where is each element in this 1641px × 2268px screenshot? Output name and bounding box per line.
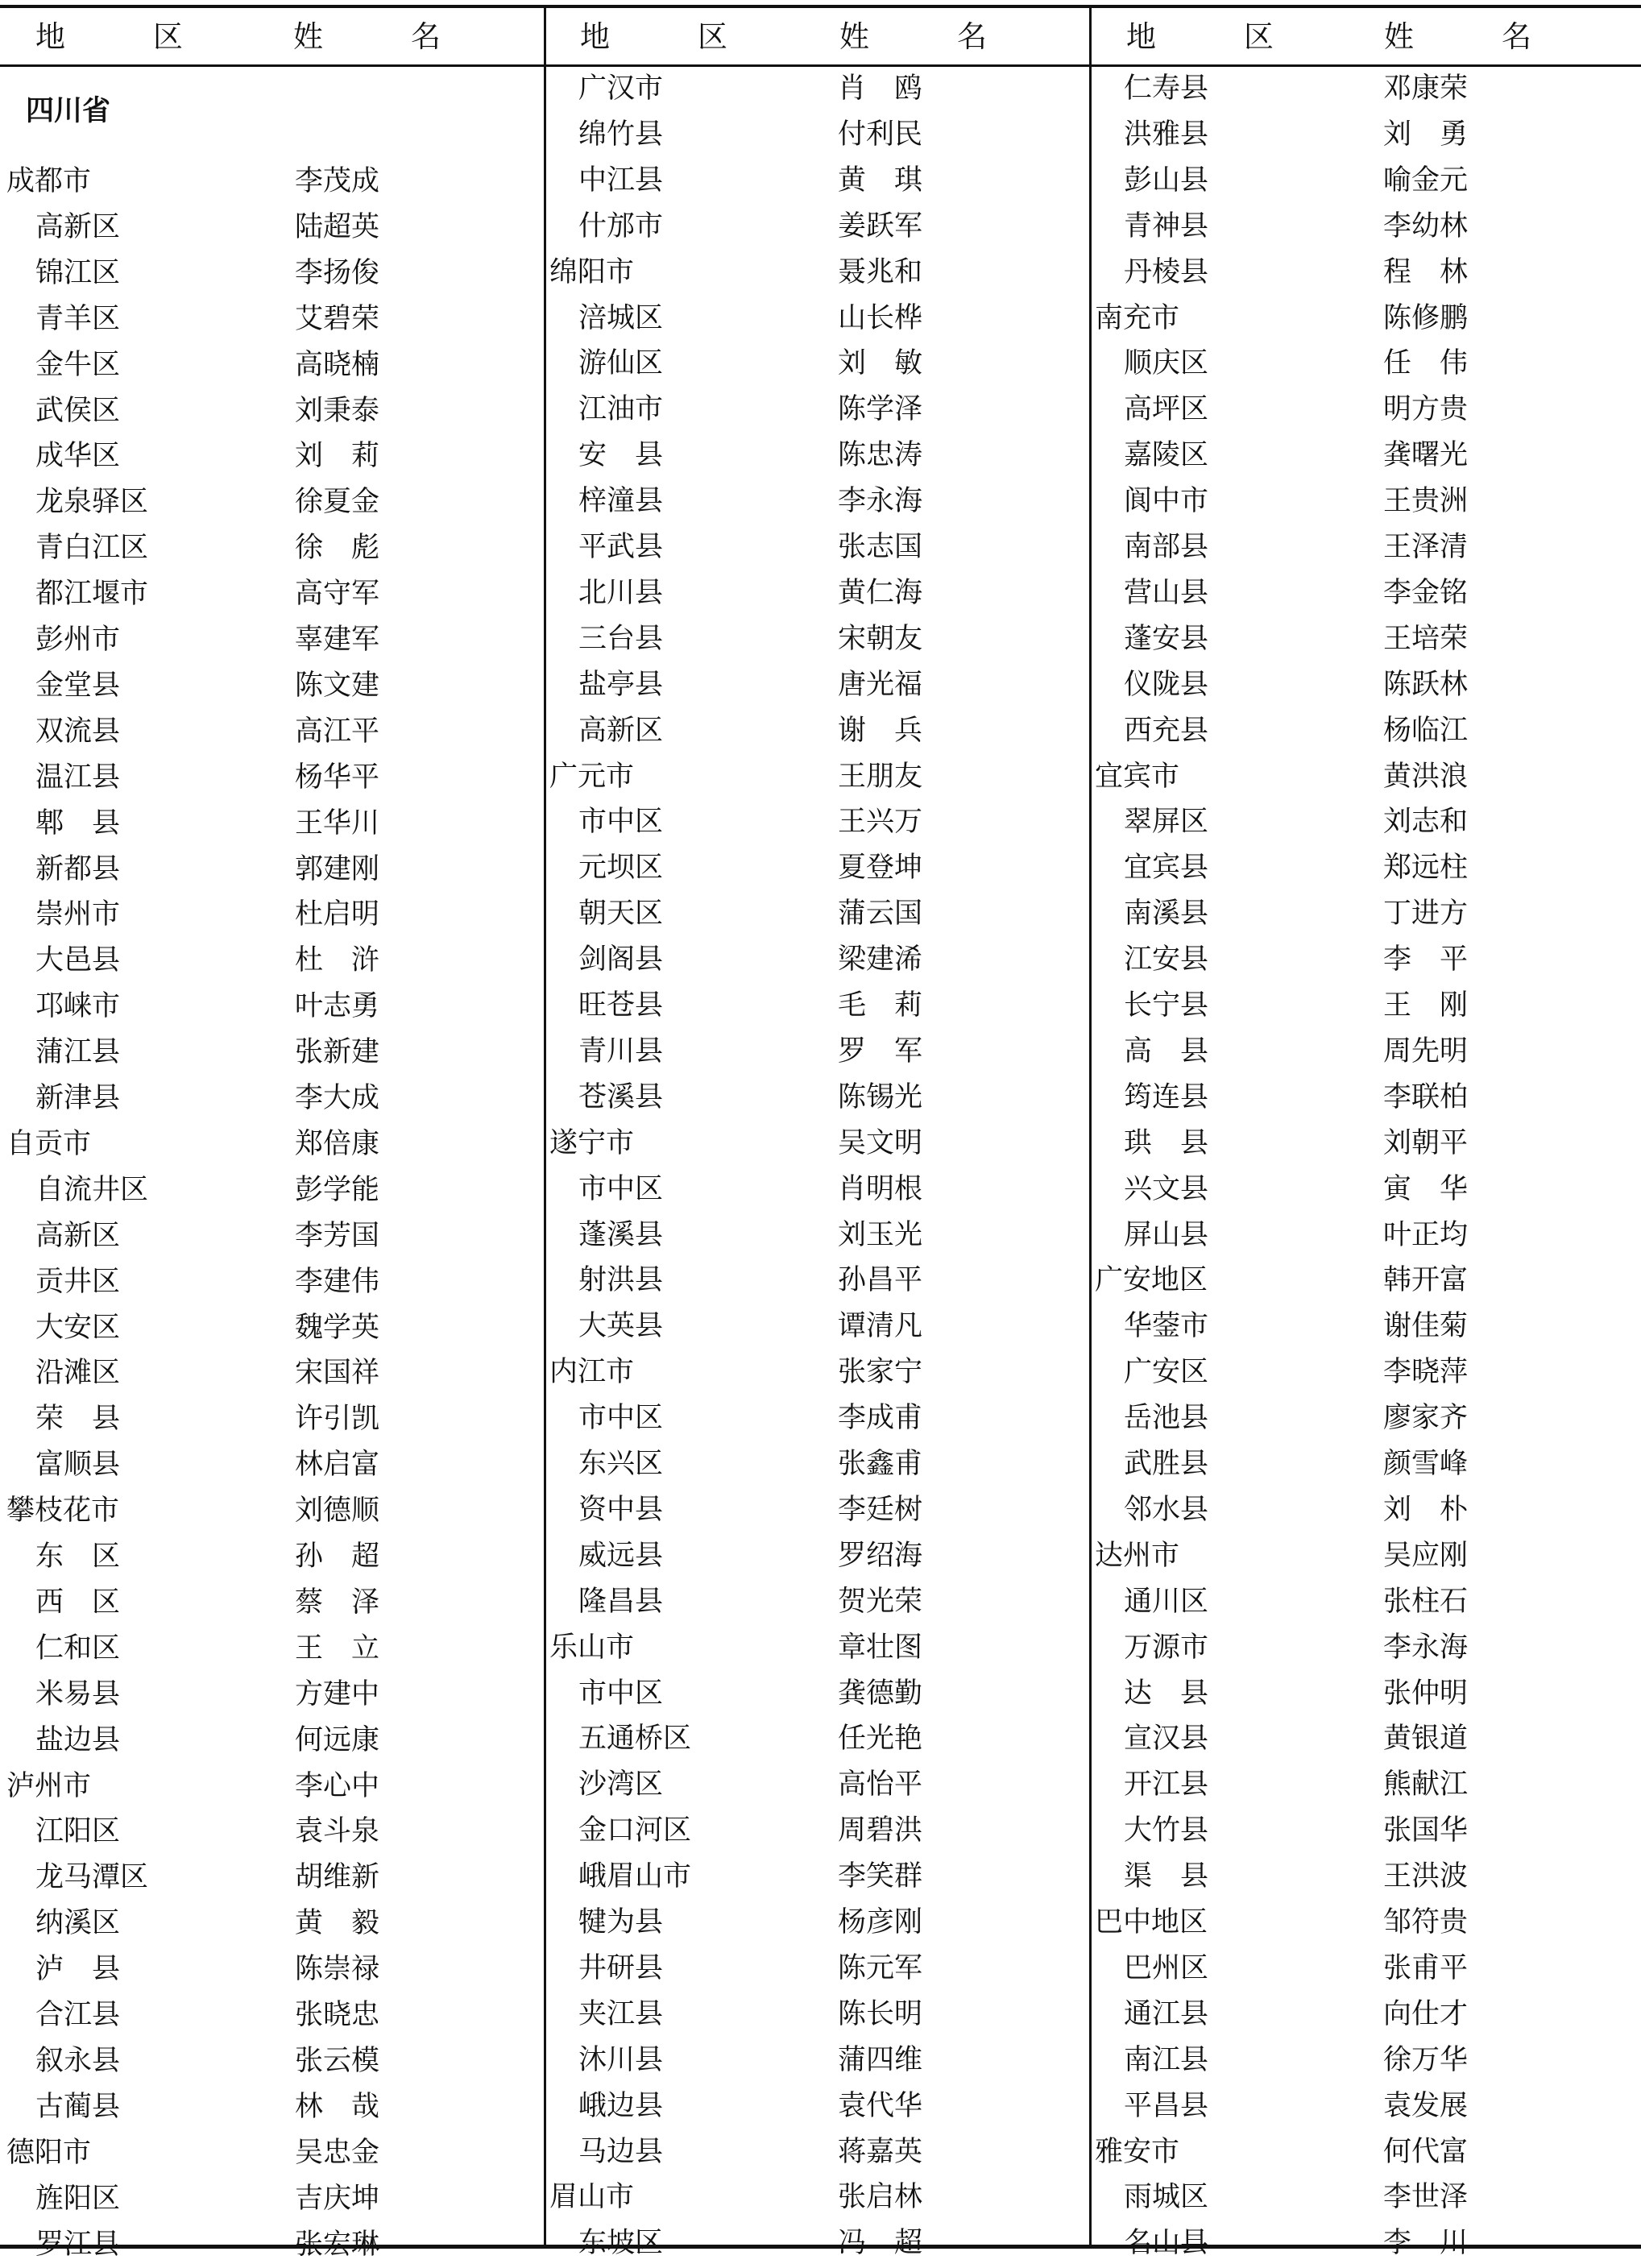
region-cell: 营山县	[1124, 576, 1209, 609]
name-cell: 程 林	[1383, 255, 1469, 288]
region-cell: 开江县	[1124, 1768, 1209, 1802]
name-cell: 方建中	[295, 1677, 380, 1710]
region-cell: 达 县	[1124, 1677, 1209, 1710]
region-cell: 叙永县	[35, 2044, 121, 2077]
name-cell: 明方贵	[1383, 393, 1469, 426]
name-cell: 李芳国	[295, 1219, 380, 1252]
region-cell: 兴文县	[1124, 1172, 1209, 1205]
region-cell: 龙马潭区	[35, 1861, 149, 1894]
name-cell: 杜 浒	[295, 944, 380, 977]
name-cell: 林 哉	[295, 2090, 380, 2123]
name-cell: 蒲四维	[838, 2043, 923, 2076]
name-cell: 张甫平	[1383, 1951, 1469, 1984]
region-cell: 苍溪县	[578, 1080, 664, 1113]
name-cell: 张新建	[295, 1036, 380, 1069]
name-cell: 王泽清	[1383, 531, 1469, 563]
region-cell: 高 县	[1124, 1034, 1209, 1068]
region-cell: 广汉市	[578, 73, 664, 105]
region-cell: 中江县	[578, 164, 664, 197]
name-cell: 艾碧荣	[295, 302, 380, 335]
region-cell: 绵竹县	[578, 118, 664, 151]
name-cell: 蔡 泽	[295, 1586, 380, 1619]
region-cell: 马边县	[578, 2135, 664, 2168]
name-cell: 周碧洪	[838, 1814, 923, 1847]
region-cell: 彭山县	[1124, 164, 1209, 197]
name-cell: 刘德顺	[295, 1495, 380, 1528]
name-cell: 辜建军	[295, 624, 380, 656]
region-cell: 眉山市	[549, 2181, 635, 2214]
name-cell: 郑倍康	[295, 1127, 380, 1160]
name-cell: 高怡平	[838, 1768, 923, 1802]
name-cell: 周先明	[1383, 1034, 1469, 1068]
region-cell: 万源市	[1124, 1631, 1209, 1664]
region-cell: 巴州区	[1124, 1951, 1209, 1984]
name-cell: 唐光福	[838, 668, 923, 701]
region-cell: 攀枝花市	[6, 1495, 120, 1528]
name-cell: 谢 兵	[838, 714, 923, 747]
name-cell: 高守军	[295, 578, 380, 611]
region-cell: 内江市	[549, 1356, 635, 1389]
region-cell: 邻水县	[1124, 1493, 1209, 1526]
region-cell: 市中区	[578, 806, 664, 839]
region-cell: 成华区	[35, 440, 121, 473]
name-cell: 杨彦刚	[838, 1906, 923, 1938]
region-cell: 绵阳市	[549, 255, 635, 288]
name-cell: 黄 琪	[838, 164, 923, 197]
region-cell: 梓潼县	[578, 485, 664, 518]
name-cell: 杨临江	[1383, 714, 1469, 747]
name-cell: 张志国	[838, 531, 923, 563]
region-cell: 广安区	[1124, 1356, 1209, 1389]
region-cell: 邛崃市	[35, 990, 121, 1023]
name-cell: 刘朝平	[1383, 1126, 1469, 1159]
name-cell: 刘玉光	[838, 1218, 923, 1251]
region-cell: 大竹县	[1124, 1814, 1209, 1847]
name-cell: 袁斗泉	[295, 1815, 380, 1848]
region-cell: 东坡区	[578, 2227, 664, 2260]
region-cell: 涪城区	[578, 301, 664, 334]
name-cell: 毛 莉	[838, 989, 923, 1022]
region-cell: 都江堰市	[35, 578, 149, 611]
region-cell: 米易县	[35, 1677, 121, 1710]
region-cell: 东兴区	[578, 1448, 664, 1480]
name-cell: 郭建刚	[295, 852, 380, 885]
region-cell: 江油市	[578, 393, 664, 426]
region-cell: 高新区	[35, 210, 121, 243]
region-cell: 罗江县	[35, 2228, 121, 2261]
name-cell: 张仲明	[1383, 1677, 1469, 1710]
name-cell: 李世泽	[1383, 2181, 1469, 2214]
region-cell: 市中区	[578, 1677, 664, 1710]
name-cell: 张柱石	[1383, 1585, 1469, 1618]
region-cell: 元坝区	[578, 852, 664, 885]
name-cell: 李联柏	[1383, 1080, 1469, 1113]
name-cell: 任光艳	[838, 1723, 923, 1756]
region-cell: 西 区	[35, 1586, 121, 1619]
name-cell: 章壮图	[838, 1631, 923, 1664]
name-cell: 邹符贵	[1383, 1906, 1469, 1938]
region-cell: 德阳市	[6, 2136, 92, 2169]
name-cell: 谢佳菊	[1383, 1310, 1469, 1343]
region-cell: 珙 县	[1124, 1126, 1209, 1159]
region-cell: 金口河区	[578, 1814, 692, 1847]
region-cell: 宜宾县	[1124, 852, 1209, 885]
region-cell: 青神县	[1124, 209, 1209, 243]
column-divider	[544, 8, 546, 2245]
name-cell: 韩开富	[1383, 1264, 1469, 1297]
region-cell: 武侯区	[35, 394, 121, 427]
region-cell: 名山县	[1124, 2227, 1209, 2260]
region-cell: 纳溪区	[35, 1907, 121, 1940]
name-cell: 李建伟	[295, 1265, 380, 1298]
name-cell: 向仕才	[1383, 1997, 1469, 2030]
region-cell: 高新区	[35, 1219, 121, 1252]
name-cell: 陈文建	[295, 669, 380, 702]
region-cell: 沙湾区	[578, 1768, 664, 1802]
region-cell: 富顺县	[35, 1449, 121, 1482]
region-cell: 泸 县	[35, 1953, 121, 1986]
region-cell: 盐边县	[35, 1723, 121, 1756]
header-name: 姓 名	[1384, 19, 1560, 54]
region-cell: 蓬溪县	[578, 1218, 664, 1251]
region-cell: 三台县	[578, 622, 664, 655]
region-cell: 南江县	[1124, 2043, 1209, 2076]
region-cell: 自贡市	[6, 1127, 92, 1160]
region-cell: 北川县	[578, 576, 664, 609]
region-cell: 顺庆区	[1124, 347, 1209, 380]
name-cell: 宋国祥	[295, 1357, 380, 1390]
name-cell: 陈跃林	[1383, 668, 1469, 701]
name-cell: 王洪波	[1383, 1860, 1469, 1893]
region-cell: 蒲江县	[35, 1036, 121, 1069]
region-cell: 古蔺县	[35, 2090, 121, 2123]
region-cell: 市中区	[578, 1172, 664, 1205]
name-cell: 陆超英	[295, 210, 380, 243]
name-cell: 吴忠金	[295, 2136, 380, 2169]
name-cell: 吉庆坤	[295, 2182, 380, 2215]
name-cell: 刘 莉	[295, 440, 380, 473]
name-cell: 何代富	[1383, 2135, 1469, 2168]
name-cell: 李廷树	[838, 1493, 923, 1526]
name-cell: 夏登坤	[838, 852, 923, 885]
name-cell: 李成甫	[838, 1402, 923, 1435]
region-cell: 通江县	[1124, 1997, 1209, 2030]
region-cell: 威远县	[578, 1539, 664, 1572]
region-cell: 通川区	[1124, 1585, 1209, 1618]
name-cell: 山长桦	[838, 301, 923, 334]
region-cell: 仁寿县	[1124, 73, 1209, 105]
region-cell: 青川县	[578, 1034, 664, 1068]
name-cell: 郑远柱	[1383, 852, 1469, 885]
name-cell: 贺光荣	[838, 1585, 923, 1618]
region-cell: 阆中市	[1124, 485, 1209, 518]
region-cell: 雨城区	[1124, 2181, 1209, 2214]
name-cell: 肖 鸥	[838, 73, 923, 105]
region-cell: 荣 县	[35, 1403, 121, 1436]
name-cell: 林启富	[295, 1449, 380, 1482]
name-cell: 叶志勇	[295, 990, 380, 1023]
region-cell: 南部县	[1124, 531, 1209, 563]
name-cell: 任 伟	[1383, 347, 1469, 380]
region-cell: 高坪区	[1124, 393, 1209, 426]
region-cell: 仁和区	[35, 1632, 121, 1665]
name-cell: 聂兆和	[838, 255, 923, 288]
header-region: 地 区	[1126, 19, 1303, 54]
name-cell: 罗 军	[838, 1034, 923, 1068]
name-cell: 高晓楠	[295, 348, 380, 381]
name-cell: 黄 毅	[295, 1907, 380, 1940]
region-cell: 巴中地区	[1095, 1906, 1208, 1938]
name-cell: 许引凯	[295, 1403, 380, 1436]
name-cell: 王华川	[295, 806, 380, 840]
region-cell: 蓬安县	[1124, 622, 1209, 655]
name-cell: 王培荣	[1383, 622, 1469, 655]
name-cell: 孙 超	[295, 1540, 380, 1573]
region-cell: 犍为县	[578, 1906, 664, 1938]
region-cell: 筠连县	[1124, 1080, 1209, 1113]
name-cell: 刘 朴	[1383, 1493, 1469, 1526]
name-cell: 寅 华	[1383, 1172, 1469, 1205]
name-cell: 李笑群	[838, 1860, 923, 1893]
region-cell: 泸州市	[6, 1769, 92, 1802]
name-cell: 熊献江	[1383, 1768, 1469, 1802]
region-cell: 青羊区	[35, 302, 121, 335]
name-cell: 宋朝友	[838, 622, 923, 655]
name-cell: 李金铭	[1383, 576, 1469, 609]
name-cell: 张家宁	[838, 1356, 923, 1389]
region-cell: 大安区	[35, 1311, 121, 1344]
region-cell: 乐山市	[549, 1631, 635, 1664]
region-cell: 崇州市	[35, 898, 121, 931]
name-cell: 张国华	[1383, 1814, 1469, 1847]
name-cell: 陈学泽	[838, 393, 923, 426]
region-cell: 华蓥市	[1124, 1310, 1209, 1343]
name-cell: 陈长明	[838, 1997, 923, 2030]
region-cell: 锦江区	[35, 256, 121, 289]
name-cell: 杨华平	[295, 761, 380, 794]
name-cell: 王 刚	[1383, 989, 1469, 1022]
name-cell: 陈修鹏	[1383, 301, 1469, 334]
region-cell: 自流井区	[35, 1173, 149, 1206]
column-divider	[1089, 8, 1092, 2245]
region-cell: 射洪县	[578, 1264, 664, 1297]
name-cell: 李大成	[295, 1082, 380, 1114]
name-cell: 黄洪浪	[1383, 760, 1469, 793]
table-top-rule	[0, 5, 1641, 8]
name-cell: 付利民	[838, 118, 923, 151]
region-cell: 平武县	[578, 531, 664, 563]
name-cell: 袁发展	[1383, 2089, 1469, 2122]
region-cell: 南充市	[1095, 301, 1180, 334]
name-cell: 杜启明	[295, 898, 380, 931]
region-cell: 南溪县	[1124, 898, 1209, 931]
region-cell: 宜宾市	[1095, 760, 1180, 793]
region-cell: 峨边县	[578, 2089, 664, 2122]
region-cell: 广安地区	[1095, 1264, 1208, 1297]
name-cell: 刘志和	[1383, 806, 1469, 839]
name-cell: 张宏琳	[295, 2228, 380, 2261]
region-cell: 岳池县	[1124, 1402, 1209, 1435]
name-cell: 魏学英	[295, 1311, 380, 1344]
name-cell: 李幼林	[1383, 209, 1469, 243]
region-cell: 西充县	[1124, 714, 1209, 747]
name-cell: 梁建浠	[838, 943, 923, 976]
region-cell: 宣汉县	[1124, 1723, 1209, 1756]
name-cell: 王朋友	[838, 760, 923, 793]
name-cell: 刘 勇	[1383, 118, 1469, 151]
name-cell: 龚德勤	[838, 1677, 923, 1710]
region-cell: 市中区	[578, 1402, 664, 1435]
name-cell: 李永海	[838, 485, 923, 518]
region-cell: 遂宁市	[549, 1126, 635, 1159]
region-cell: 资中县	[578, 1493, 664, 1526]
name-cell: 陈崇禄	[295, 1953, 380, 1986]
region-cell: 丹棱县	[1124, 255, 1209, 288]
region-cell: 江阳区	[35, 1815, 121, 1848]
name-cell: 罗绍海	[838, 1539, 923, 1572]
name-cell: 蒋嘉英	[838, 2135, 923, 2168]
region-cell: 隆昌县	[578, 1585, 664, 1618]
name-cell: 何远康	[295, 1723, 380, 1756]
region-cell: 嘉陵区	[1124, 439, 1209, 472]
region-cell: 夹江县	[578, 1997, 664, 2030]
name-cell: 徐夏金	[295, 486, 380, 519]
region-cell: 新都县	[35, 852, 121, 885]
region-cell: 峨眉山市	[578, 1860, 692, 1893]
region-cell: 新津县	[35, 1082, 121, 1114]
region-cell: 青白江区	[35, 532, 149, 565]
region-cell: 五通桥区	[578, 1723, 692, 1756]
region-cell: 平昌县	[1124, 2089, 1209, 2122]
region-cell: 武胜县	[1124, 1448, 1209, 1480]
region-cell: 双流县	[35, 715, 121, 748]
name-cell: 丁进方	[1383, 898, 1469, 931]
region-cell: 郫 县	[35, 806, 121, 840]
name-cell: 张云模	[295, 2044, 380, 2077]
name-cell: 姜跃军	[838, 209, 923, 243]
region-cell: 成都市	[6, 165, 92, 197]
name-cell: 张晓忠	[295, 1999, 380, 2031]
name-cell: 廖家齐	[1383, 1402, 1469, 1435]
region-cell: 贡井区	[35, 1265, 121, 1298]
name-cell: 肖明根	[838, 1172, 923, 1205]
region-cell: 井研县	[578, 1951, 664, 1984]
name-cell: 龚曙光	[1383, 439, 1469, 472]
name-cell: 蒲云国	[838, 898, 923, 931]
name-cell: 吴应刚	[1383, 1539, 1469, 1572]
name-cell: 李 平	[1383, 943, 1469, 976]
name-cell: 张鑫甫	[838, 1448, 923, 1480]
name-cell: 刘秉泰	[295, 394, 380, 427]
name-cell: 陈锡光	[838, 1080, 923, 1113]
region-cell: 温江县	[35, 761, 121, 794]
name-cell: 谭清凡	[838, 1310, 923, 1343]
header-region: 地 区	[35, 19, 212, 54]
region-cell: 游仙区	[578, 347, 664, 380]
name-cell: 李心中	[295, 1769, 380, 1802]
name-cell: 孙昌平	[838, 1264, 923, 1297]
region-cell: 龙泉驿区	[35, 486, 149, 519]
name-cell: 叶正均	[1383, 1218, 1469, 1251]
name-cell: 高江平	[295, 715, 380, 748]
region-cell: 安 县	[578, 439, 664, 472]
name-cell: 李 川	[1383, 2227, 1469, 2260]
region-cell: 翠屏区	[1124, 806, 1209, 839]
name-cell: 颜雪峰	[1383, 1448, 1469, 1480]
region-cell: 大邑县	[35, 944, 121, 977]
region-cell: 东 区	[35, 1540, 121, 1573]
region-cell: 仪陇县	[1124, 668, 1209, 701]
region-cell: 金堂县	[35, 669, 121, 702]
region-cell: 江安县	[1124, 943, 1209, 976]
name-cell: 徐万华	[1383, 2043, 1469, 2076]
name-cell: 陈元军	[838, 1951, 923, 1984]
header-name: 姓 名	[839, 19, 1016, 54]
region-cell: 渠 县	[1124, 1860, 1209, 1893]
name-cell: 陈忠涛	[838, 439, 923, 472]
region-cell: 金牛区	[35, 348, 121, 381]
header-region: 地 区	[580, 19, 756, 54]
region-cell: 广元市	[549, 760, 635, 793]
name-cell: 李茂成	[295, 165, 380, 197]
province-heading: 四川省	[26, 95, 111, 127]
name-cell: 李永海	[1383, 1631, 1469, 1664]
region-cell: 旌阳区	[35, 2182, 121, 2215]
name-cell: 刘 敏	[838, 347, 923, 380]
region-cell: 屏山县	[1124, 1218, 1209, 1251]
region-cell: 高新区	[578, 714, 664, 747]
name-cell: 徐 彪	[295, 532, 380, 565]
name-cell: 喻金元	[1383, 164, 1469, 197]
region-cell: 雅安市	[1095, 2135, 1180, 2168]
name-cell: 黄银道	[1383, 1723, 1469, 1756]
region-cell: 盐亭县	[578, 668, 664, 701]
region-cell: 长宁县	[1124, 989, 1209, 1022]
region-cell: 什邡市	[578, 209, 664, 243]
region-cell: 沿滩区	[35, 1357, 121, 1390]
region-cell: 达州市	[1095, 1539, 1180, 1572]
name-cell: 王兴万	[838, 806, 923, 839]
name-cell: 彭学能	[295, 1173, 380, 1206]
name-cell: 吴文明	[838, 1126, 923, 1159]
region-cell: 大英县	[578, 1310, 664, 1343]
header-name: 姓 名	[293, 19, 470, 54]
name-cell: 李扬俊	[295, 256, 380, 289]
name-cell: 袁代华	[838, 2089, 923, 2122]
region-cell: 洪雅县	[1124, 118, 1209, 151]
name-cell: 胡维新	[295, 1861, 380, 1894]
name-cell: 张启林	[838, 2181, 923, 2214]
name-cell: 王 立	[295, 1632, 380, 1665]
region-cell: 剑阁县	[578, 943, 664, 976]
region-cell: 旺苍县	[578, 989, 664, 1022]
name-cell: 冯 超	[838, 2227, 923, 2260]
name-cell: 李晓萍	[1383, 1356, 1469, 1389]
region-cell: 朝天区	[578, 898, 664, 931]
region-cell: 彭州市	[35, 624, 121, 656]
name-cell: 邓康荣	[1383, 73, 1469, 105]
name-cell: 黄仁海	[838, 576, 923, 609]
name-cell: 王贵洲	[1383, 485, 1469, 518]
region-cell: 沐川县	[578, 2043, 664, 2076]
region-cell: 合江县	[35, 1999, 121, 2031]
